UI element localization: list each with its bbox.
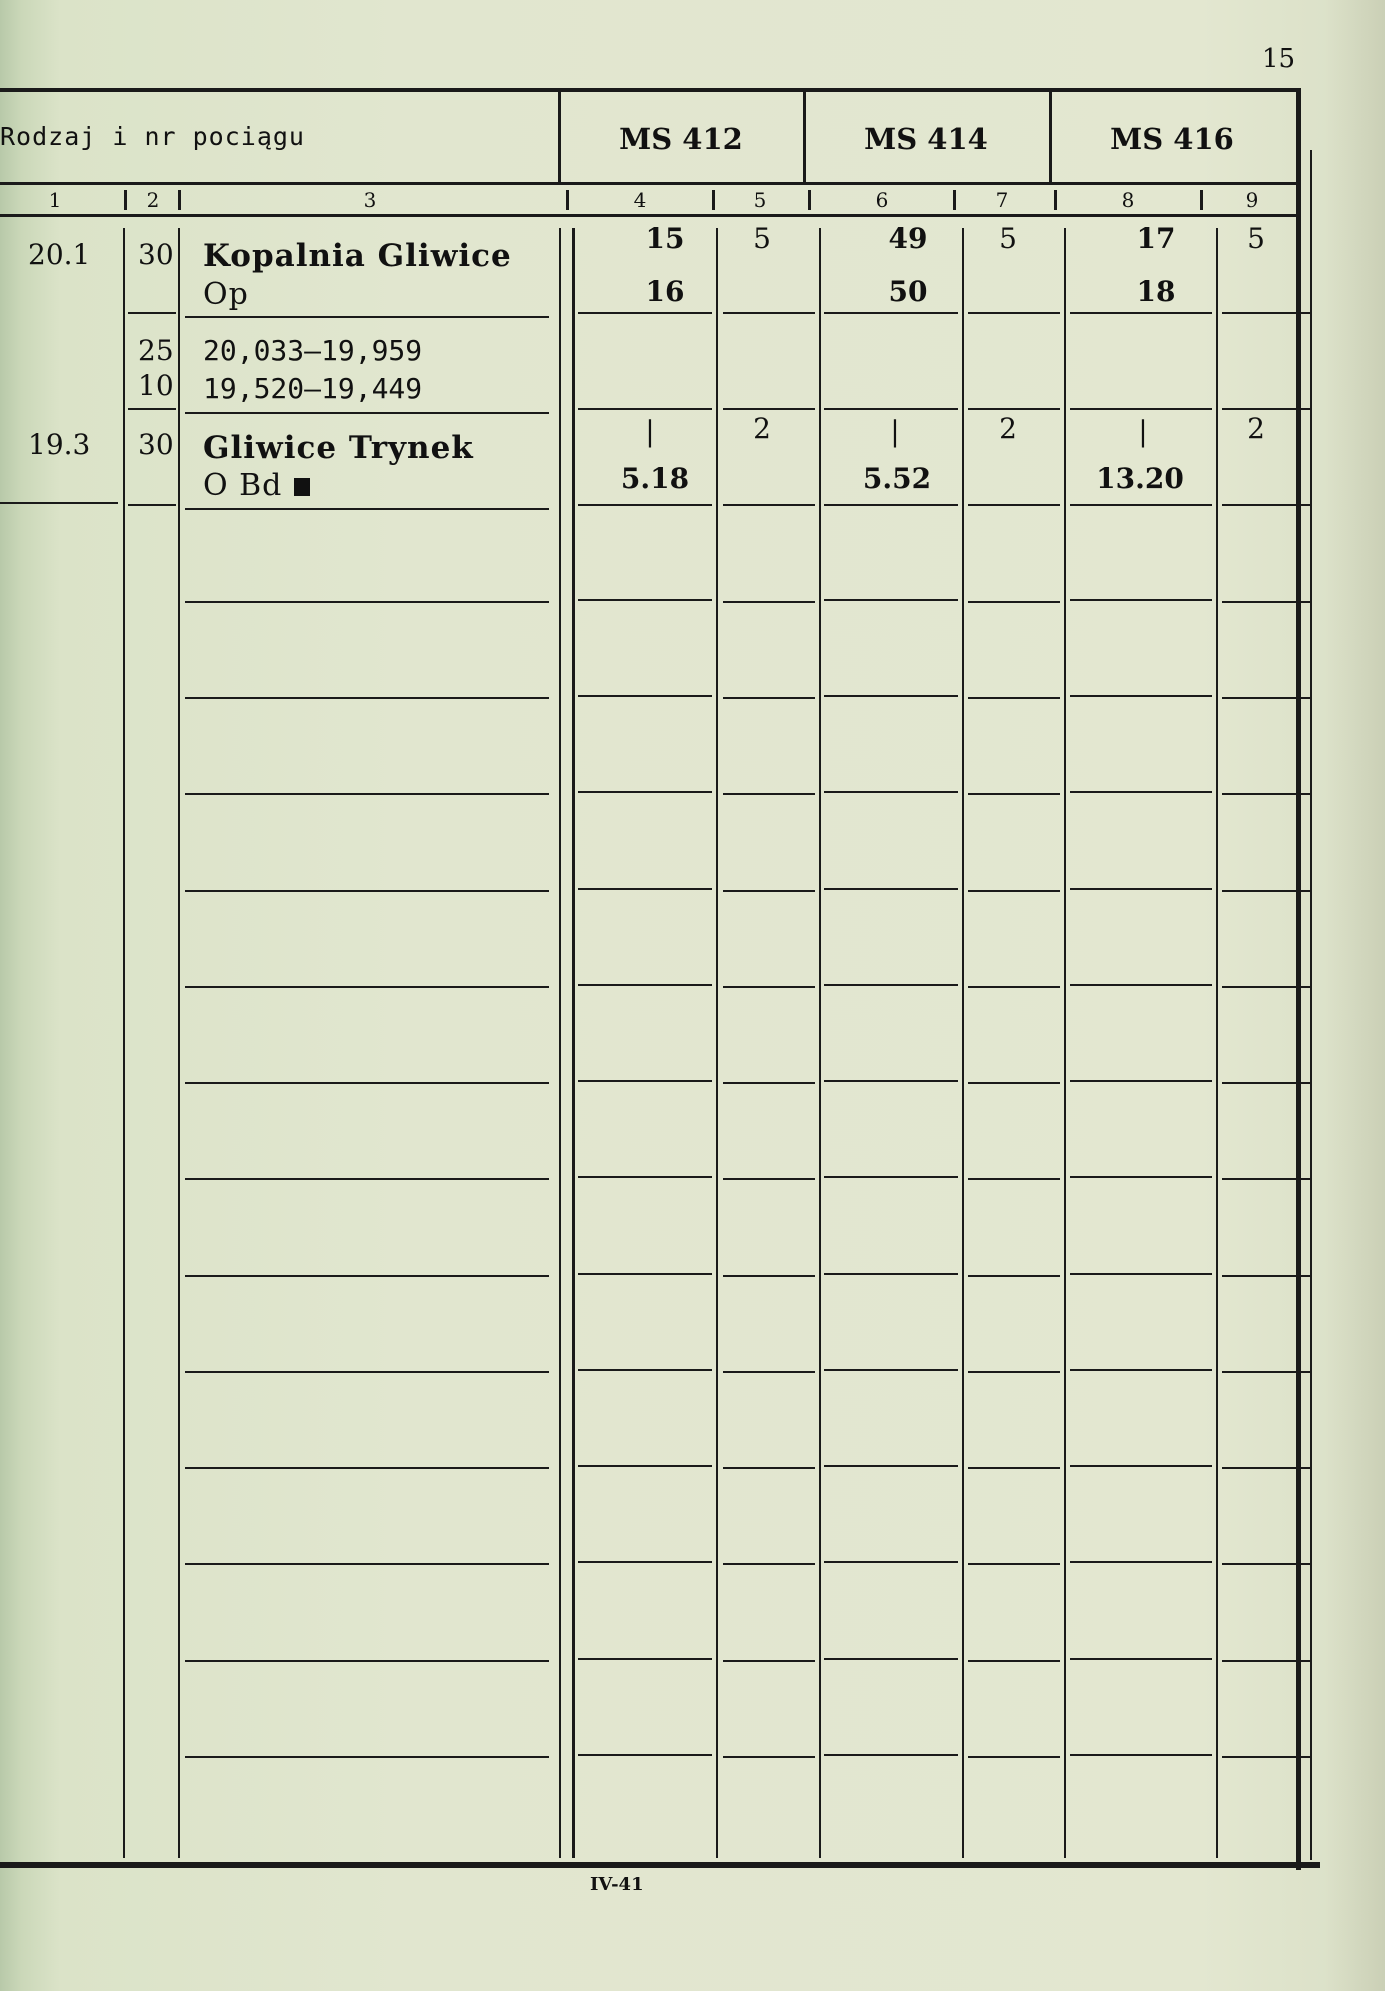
row3-ms416-arr: 13.20	[1096, 462, 1184, 495]
row1-ms416-arr: 17	[1136, 222, 1176, 255]
colnum-tick	[1054, 190, 1057, 210]
empty-row-line	[824, 888, 958, 890]
row3-line	[824, 504, 958, 506]
empty-row-line	[185, 1371, 549, 1373]
empty-row-line	[723, 697, 815, 699]
col-number-2: 2	[146, 188, 160, 212]
empty-row-line	[723, 1178, 815, 1180]
empty-row-line	[578, 791, 712, 793]
row3-ms412-arr: 5.18	[620, 462, 690, 495]
row3-ms416-run: 2	[1247, 412, 1265, 445]
body-col-line-6	[962, 228, 964, 1858]
empty-row-line	[1222, 1371, 1310, 1373]
colnum-tick	[124, 190, 127, 210]
empty-row-line	[185, 1660, 549, 1662]
footer-code: IV-41	[590, 1874, 644, 1895]
empty-row-line	[578, 1754, 712, 1756]
empty-row-line	[824, 791, 958, 793]
row3-ms416-pass: |	[1138, 415, 1148, 448]
empty-row-line	[824, 1273, 958, 1275]
empty-row-line	[824, 1465, 958, 1467]
square-symbol-icon	[294, 478, 310, 496]
empty-row-line	[968, 601, 1060, 603]
row3-station-code: O Bd	[203, 468, 283, 503]
empty-row-line	[723, 1660, 815, 1662]
empty-row-line	[1070, 791, 1212, 793]
train-ms412: MS 412	[619, 122, 743, 156]
row1-line	[968, 312, 1060, 314]
train-ms416: MS 416	[1110, 122, 1234, 156]
colnum-tick	[178, 190, 181, 210]
empty-row-line	[968, 793, 1060, 795]
empty-row-line	[1070, 1465, 1212, 1467]
empty-row-line	[723, 793, 815, 795]
empty-row-line	[578, 1465, 712, 1467]
empty-row-line	[185, 1275, 549, 1277]
empty-row-line	[824, 1080, 958, 1082]
row2-range-b: 19,520—19,449	[203, 372, 423, 405]
row1-line	[128, 312, 176, 314]
row3-line	[723, 504, 815, 506]
empty-row-line	[723, 1082, 815, 1084]
empty-row-line	[1222, 793, 1310, 795]
body-col-line-1	[123, 228, 125, 1858]
row1-ms416-dep: 18	[1136, 275, 1176, 308]
row2-speed-b: 10	[138, 369, 174, 402]
col-number-8: 8	[1121, 188, 1135, 212]
empty-row-line	[968, 697, 1060, 699]
empty-row-line	[723, 1275, 815, 1277]
empty-row-line	[1222, 1563, 1310, 1565]
empty-row-line	[968, 890, 1060, 892]
row1-speed: 30	[138, 238, 174, 271]
page-number: 15	[1262, 44, 1296, 74]
empty-row-line	[723, 1756, 815, 1758]
empty-row-line	[578, 984, 712, 986]
empty-row-line	[723, 986, 815, 988]
body-col-line-8	[1216, 228, 1218, 1858]
empty-row-line	[1222, 1756, 1310, 1758]
row3-km: 19.3	[28, 428, 91, 461]
row2-line	[128, 408, 176, 410]
row1-ms414-dwell: 5	[999, 222, 1017, 255]
row3-line	[0, 502, 118, 504]
row1-line	[578, 312, 712, 314]
empty-row-line	[723, 1467, 815, 1469]
empty-row-line	[185, 601, 549, 603]
row3-line	[578, 504, 712, 506]
train-type-label: Rodzaj i nr pociągu	[0, 122, 305, 151]
empty-row-line	[1070, 695, 1212, 697]
colnum-tick	[712, 190, 715, 210]
row3-station-code-wrap	[203, 468, 310, 503]
row2-line	[1070, 408, 1212, 410]
empty-row-line	[185, 986, 549, 988]
empty-row-line	[1222, 1275, 1310, 1277]
empty-row-line	[723, 601, 815, 603]
empty-row-line	[578, 1273, 712, 1275]
row2-line	[578, 408, 712, 410]
row3-line	[1070, 504, 1212, 506]
empty-row-line	[1070, 1176, 1212, 1178]
empty-row-line	[824, 1658, 958, 1660]
row3-speed: 30	[138, 428, 174, 461]
empty-row-line	[824, 984, 958, 986]
row3-ms414-pass: |	[890, 415, 900, 448]
empty-row-line	[578, 1176, 712, 1178]
row3-ms412-pass: |	[645, 415, 655, 448]
empty-row-line	[185, 1467, 549, 1469]
empty-row-line	[1070, 984, 1212, 986]
empty-row-line	[824, 1369, 958, 1371]
empty-row-line	[1222, 697, 1310, 699]
row1-ms416-dwell: 5	[1247, 222, 1265, 255]
col-number-4: 4	[633, 188, 647, 212]
empty-row-line	[1070, 1369, 1212, 1371]
empty-row-line	[1222, 1082, 1310, 1084]
row2-line	[824, 408, 958, 410]
empty-row-line	[968, 986, 1060, 988]
row3-line	[1222, 504, 1310, 506]
row2-line	[185, 412, 549, 414]
header-bottom-line	[0, 182, 1300, 185]
empty-row-line	[578, 1369, 712, 1371]
empty-row-line	[1070, 599, 1212, 601]
col-number-6: 6	[875, 188, 889, 212]
empty-row-line	[824, 1561, 958, 1563]
colnum-bottom-line	[0, 214, 1300, 217]
row1-line	[185, 316, 549, 318]
col-number-9: 9	[1245, 188, 1259, 212]
empty-row-line	[968, 1371, 1060, 1373]
row1-line	[723, 312, 815, 314]
row2-line	[968, 408, 1060, 410]
empty-row-line	[1070, 1080, 1212, 1082]
empty-row-line	[578, 695, 712, 697]
colnum-tick	[953, 190, 956, 210]
empty-row-line	[578, 1561, 712, 1563]
body-col-line-3b	[572, 228, 575, 1858]
row3-line	[128, 504, 176, 506]
empty-row-line	[185, 697, 549, 699]
frame-right	[1296, 88, 1301, 1870]
row2-speed-a: 25	[138, 334, 174, 367]
frame-bottom	[0, 1862, 1320, 1868]
empty-row-line	[1222, 601, 1310, 603]
empty-row-line	[578, 599, 712, 601]
empty-row-line	[1070, 1273, 1212, 1275]
empty-row-line	[1222, 986, 1310, 988]
row3-ms412-run: 2	[753, 412, 771, 445]
row1-ms414-dep: 50	[888, 275, 928, 308]
row1-ms412-dep: 16	[645, 275, 685, 308]
empty-row-line	[723, 1371, 815, 1373]
empty-row-line	[1222, 1467, 1310, 1469]
frame-right-inner	[1310, 150, 1312, 1860]
row1-station: Kopalnia Gliwice	[203, 238, 512, 274]
empty-row-line	[968, 1563, 1060, 1565]
train-ms414: MS 414	[864, 122, 988, 156]
empty-row-line	[824, 599, 958, 601]
empty-row-line	[185, 1178, 549, 1180]
body-col-line-5	[819, 228, 821, 1858]
col-number-3: 3	[363, 188, 377, 212]
colnum-tick	[808, 190, 811, 210]
empty-row-line	[723, 890, 815, 892]
row3-line	[968, 504, 1060, 506]
colnum-tick	[566, 190, 569, 210]
empty-row-line	[968, 1467, 1060, 1469]
empty-row-line	[723, 1563, 815, 1565]
empty-row-line	[1222, 890, 1310, 892]
col-number-1: 1	[48, 188, 62, 212]
body-col-line-2	[178, 228, 180, 1858]
row1-line	[824, 312, 958, 314]
empty-row-line	[1222, 1178, 1310, 1180]
empty-row-line	[824, 1176, 958, 1178]
page-edge-shadow	[1325, 0, 1385, 1991]
colnum-tick	[1200, 190, 1203, 210]
empty-row-line	[185, 793, 549, 795]
row3-station: Gliwice Trynek	[203, 430, 474, 466]
row1-ms412-arr: 15	[645, 222, 685, 255]
row1-ms412-dwell: 5	[753, 222, 771, 255]
row1-line	[1222, 312, 1310, 314]
empty-row-line	[185, 1563, 549, 1565]
body-col-line-7	[1064, 228, 1066, 1858]
empty-row-line	[968, 1082, 1060, 1084]
empty-row-line	[968, 1178, 1060, 1180]
empty-row-line	[185, 890, 549, 892]
empty-row-line	[1222, 1660, 1310, 1662]
empty-row-line	[1070, 888, 1212, 890]
row2-range-a: 20,033—19,959	[203, 334, 423, 367]
empty-row-line	[968, 1756, 1060, 1758]
row3-ms414-arr: 5.52	[862, 462, 932, 495]
body-col-line-4	[716, 228, 718, 1858]
empty-row-line	[1070, 1754, 1212, 1756]
row2-line	[1222, 408, 1310, 410]
empty-row-line	[578, 1080, 712, 1082]
row1-line	[1070, 312, 1212, 314]
empty-row-line	[824, 695, 958, 697]
row3-ms414-run: 2	[999, 412, 1017, 445]
col-number-7: 7	[995, 188, 1009, 212]
empty-row-line	[968, 1660, 1060, 1662]
empty-row-line	[578, 888, 712, 890]
col-number-5: 5	[753, 188, 767, 212]
empty-row-line	[185, 1082, 549, 1084]
row1-km: 20.1	[28, 238, 91, 271]
empty-row-line	[824, 1754, 958, 1756]
empty-row-line	[1070, 1658, 1212, 1660]
row2-line	[723, 408, 815, 410]
row3-line	[185, 508, 549, 510]
empty-row-line	[1070, 1561, 1212, 1563]
empty-row-line	[968, 1275, 1060, 1277]
frame-top	[0, 88, 1300, 92]
row1-ms414-arr: 49	[888, 222, 928, 255]
body-col-line-3a	[559, 228, 561, 1858]
empty-row-line	[185, 1756, 549, 1758]
row1-station-code: Op	[203, 277, 249, 312]
empty-row-line	[578, 1658, 712, 1660]
